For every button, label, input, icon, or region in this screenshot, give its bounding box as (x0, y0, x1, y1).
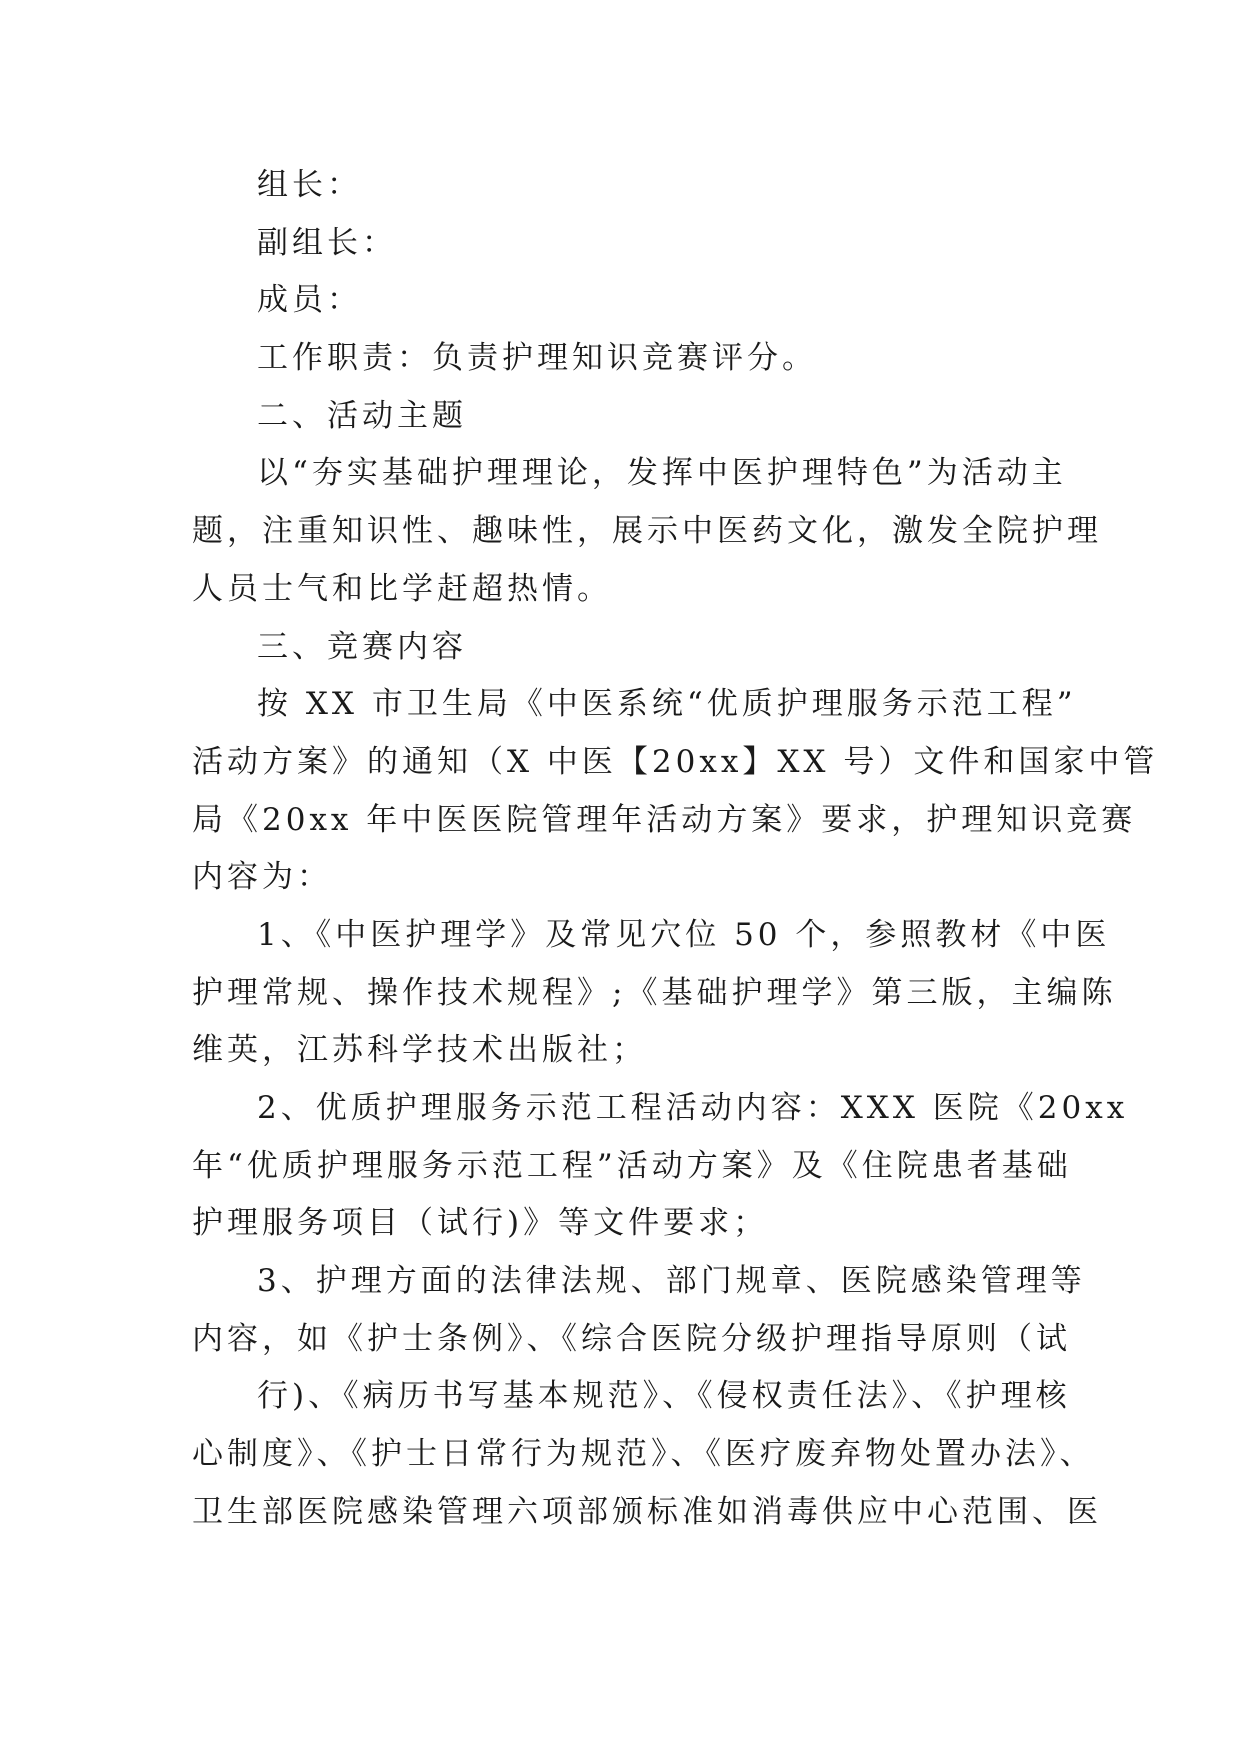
text-line: 卫生部医院感染管理六项部颁标准如消毒供应中心范围、医 (192, 1493, 1102, 1530)
text-line: 活动方案》的通知（X 中医【20xx】XX 号）文件和国家中管 (192, 743, 1159, 780)
text-line: 按 XX 市卫生局《中医系统“优质护理服务示范工程” (257, 686, 1077, 723)
text-line: 护理常规、操作技术规程》;《基础护理学》第三版，主编陈 (192, 974, 1117, 1011)
text-line: 1、《中医护理学》及常见穴位 50 个，参照教材《中医 (257, 916, 1111, 953)
text-line: 人员士气和比学赶超热情。 (192, 570, 612, 607)
text-line: 2、优质护理服务示范工程活动内容：XXX 医院《20xx (257, 1090, 1129, 1126)
text-line: 三、竞赛内容 (257, 628, 467, 665)
text-line: 内容，如《护士条例》、《综合医院分级护理指导原则（试 (192, 1320, 1071, 1357)
text-line: 局《20xx 年中医医院管理年活动方案》要求，护理知识竞赛 (192, 801, 1137, 838)
text-line: 副组长： (257, 224, 397, 261)
text-line: 二、活动主题 (257, 397, 467, 434)
text-line: 行)、《病历书写基本规范》、《侵权责任法》、《护理核 (257, 1378, 1071, 1415)
document-body (192, 157, 1159, 1542)
text-line: 组长： (257, 167, 362, 203)
text-line: 以“夯实基础护理理论，发挥中医护理特色”为活动主 (257, 455, 1067, 492)
text-line: 题，注重知识性、趣味性，展示中医药文化，激发全院护理 (192, 513, 1102, 550)
text-line: 成员： (257, 282, 362, 319)
text-line: 维英，江苏科学技术出版社； (192, 1032, 647, 1069)
text-line: 3、护理方面的法律法规、部门规章、医院感染管理等 (257, 1263, 1086, 1300)
text-line: 护理服务项目（试行)》等文件要求； (192, 1205, 769, 1242)
text-line: 年“优质护理服务示范工程”活动方案》及《住院患者基础 (192, 1147, 1072, 1184)
text-line: 内容为： (192, 859, 332, 896)
text-line: 心制度》、《护士日常行为规范》、《医疗废弃物处置办法》、 (192, 1436, 1095, 1473)
text-line: 工作职责：负责护理知识竞赛评分。 (257, 340, 817, 377)
